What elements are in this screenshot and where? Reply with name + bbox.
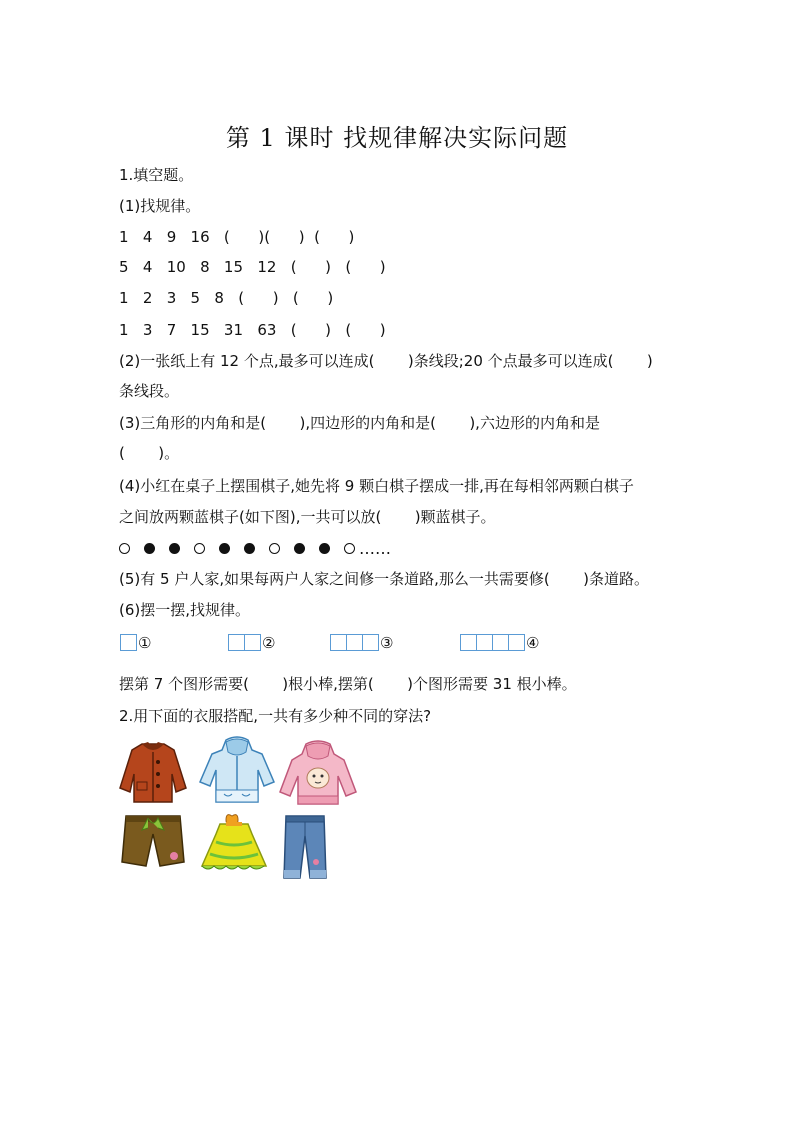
- sequence-4: 1 3 7 15 31 63 ( ) ( ): [119, 321, 386, 339]
- dots-ellipsis: ……: [359, 539, 391, 558]
- sequence-3: 1 2 3 5 8 ( ) ( ): [119, 289, 334, 307]
- black-stone-4: [219, 543, 230, 554]
- part-4-line-1: (4)小红在桌子上摆围棋子,她先将 9 颗白棋子摆成一排,再在每相邻两颗白棋子: [119, 477, 634, 495]
- brown-shorts-icon: [120, 812, 186, 872]
- black-stone-5: [244, 543, 255, 554]
- part-3-line-2: ( )。: [119, 444, 180, 462]
- yellow-skirt-icon: [196, 812, 272, 874]
- stick-square: [460, 634, 477, 651]
- go-stones-row: [119, 538, 391, 558]
- blue-hooded-jacket-icon: [198, 736, 276, 804]
- white-stone-6: [269, 543, 280, 554]
- stick-square: [362, 634, 379, 651]
- figure-2-label: ②: [262, 634, 276, 652]
- sequence-1: 1 4 9 16 ( )( ) ( ): [119, 228, 355, 246]
- stick-square: [508, 634, 525, 651]
- sequence-2: 5 4 10 8 15 12 ( ) ( ): [119, 258, 386, 276]
- stick-square: [492, 634, 509, 651]
- figure-4: [460, 634, 539, 654]
- white-stone-9: [344, 543, 355, 554]
- page-title: 第 1 课时 找规律解决实际问题: [225, 124, 569, 152]
- stick-square: [120, 634, 137, 651]
- part-2-line-1: (2)一张纸上有 12 个点,最多可以连成( )条线段;20 个点最多可以连成( ): [119, 352, 653, 370]
- brown-coat-icon: [118, 738, 188, 804]
- part-1-label: (1)找规律。: [119, 197, 201, 215]
- part-2-line-2: 条线段。: [119, 382, 180, 400]
- figure-3-label: ③: [380, 634, 394, 652]
- part-5: (5)有 5 户人家,如果每两户人家之间修一条道路,那么一共需要修( )条道路。: [119, 570, 649, 588]
- question-1-heading: 1.填空题。: [119, 166, 194, 184]
- stick-square: [244, 634, 261, 651]
- stick-square: [476, 634, 493, 651]
- stick-square: [228, 634, 245, 651]
- part-3-line-1: (3)三角形的内角和是( ),四边形的内角和是( ),六边形的内角和是: [119, 414, 600, 432]
- figure-4-label: ④: [526, 634, 540, 652]
- figure-1: [120, 634, 151, 654]
- black-stone-8: [319, 543, 330, 554]
- stick-square: [346, 634, 363, 651]
- stick-square: [330, 634, 347, 651]
- part-6-question: 摆第 7 个图形需要( )根小棒,摆第( )个图形需要 31 根小棒。: [119, 675, 577, 693]
- black-stone-1: [144, 543, 155, 554]
- part-4-line-2: 之间放两颗蓝棋子(如下图),一共可以放( )颗蓝棋子。: [119, 508, 496, 526]
- figure-3: [330, 634, 393, 654]
- part-6-label: (6)摆一摆,找规律。: [119, 601, 251, 619]
- black-stone-2: [169, 543, 180, 554]
- white-stone-0: [119, 543, 130, 554]
- black-stone-7: [294, 543, 305, 554]
- white-stone-3: [194, 543, 205, 554]
- question-2-heading: 2.用下面的衣服搭配,一共有多少种不同的穿法?: [119, 707, 432, 725]
- figure-2: [228, 634, 275, 654]
- blue-jeans-icon: [282, 812, 328, 882]
- figure-1-label: ①: [138, 634, 152, 652]
- pink-hoodie-icon: [278, 740, 358, 806]
